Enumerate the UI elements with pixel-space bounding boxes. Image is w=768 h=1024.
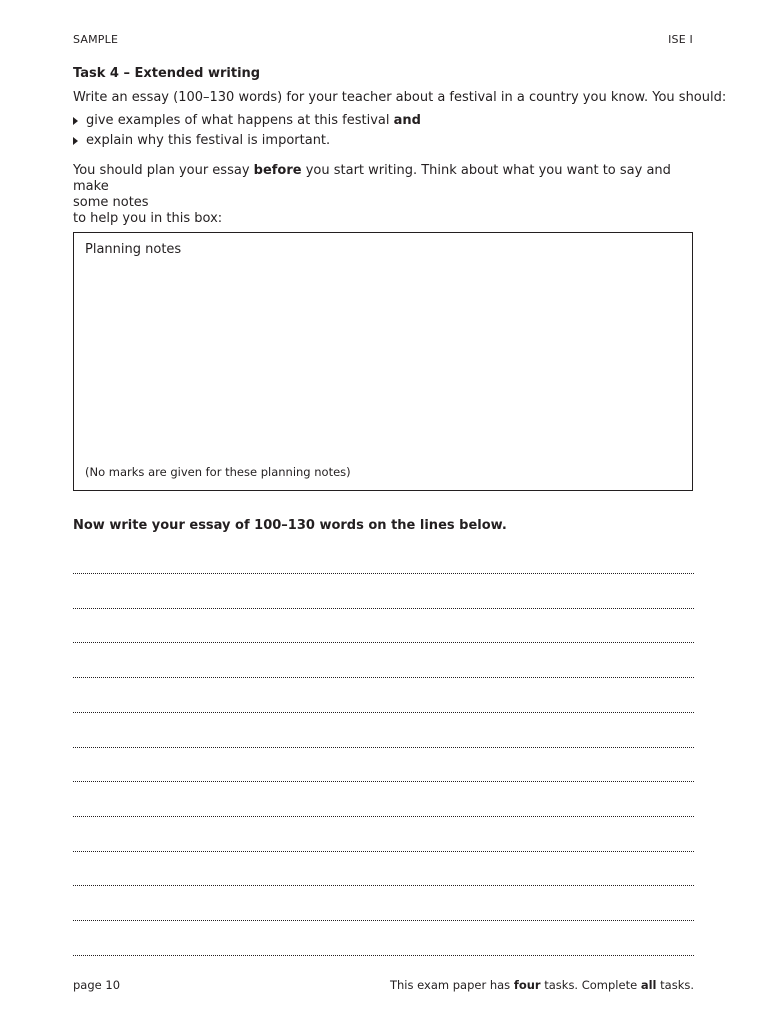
essay-line[interactable] [73,747,694,748]
essay-line[interactable] [73,885,694,886]
header-level-label: ISE I [668,33,693,46]
plan-text-line3: to help you in this box: [73,211,223,226]
footer-bold-2: all [640,978,657,992]
task-bullet-item [73,112,421,132]
planning-notes-footnote: (No marks are given for these planning notes) [85,465,351,479]
triangle-bullet-icon [73,117,78,125]
footer-note [390,978,694,992]
page-number: page 10 [73,978,121,992]
planning-notes-box[interactable] [73,232,693,491]
plan-text-part2: you start writing. Think about what you want to say and make [73,163,671,194]
essay-instruction: Now write your essay of 100–130 words on the lines below. [73,518,507,533]
task-bullet-list [73,112,421,152]
bullet-text: give examples of what happens at this festival [86,113,394,128]
essay-line[interactable] [73,781,694,782]
task-bullet-item [73,132,421,152]
essay-line[interactable] [73,955,694,956]
footer-text-2: tasks. Complete [540,978,641,992]
plan-text-bold: before [253,163,302,178]
bullet-text: explain why this festival is important. [86,133,331,148]
essay-line[interactable] [73,677,694,678]
essay-line[interactable] [73,608,694,609]
triangle-bullet-icon [73,137,78,145]
task-intro: Write an essay (100–130 words) for your teacher about a festival in a country you know. You should: [73,90,727,105]
task-title: Task 4 – Extended writing [73,66,261,81]
essay-line[interactable] [73,573,694,574]
planning-notes-title: Planning notes [85,242,182,257]
footer-text-3: tasks. [656,978,694,992]
essay-writing-lines[interactable] [73,540,694,960]
plan-text-line2: some notes [73,195,149,210]
header-sample-label: SAMPLE [73,33,119,46]
essay-line[interactable] [73,712,694,713]
plan-text-part1: You should plan your essay [73,163,254,178]
bullet-bold-text: and [393,113,421,128]
footer-text-1: This exam paper has [389,978,514,992]
essay-line[interactable] [73,816,694,817]
essay-line[interactable] [73,642,694,643]
footer-bold-1: four [513,978,541,992]
essay-line[interactable] [73,851,694,852]
planning-instruction [73,163,698,227]
essay-line[interactable] [73,920,694,921]
